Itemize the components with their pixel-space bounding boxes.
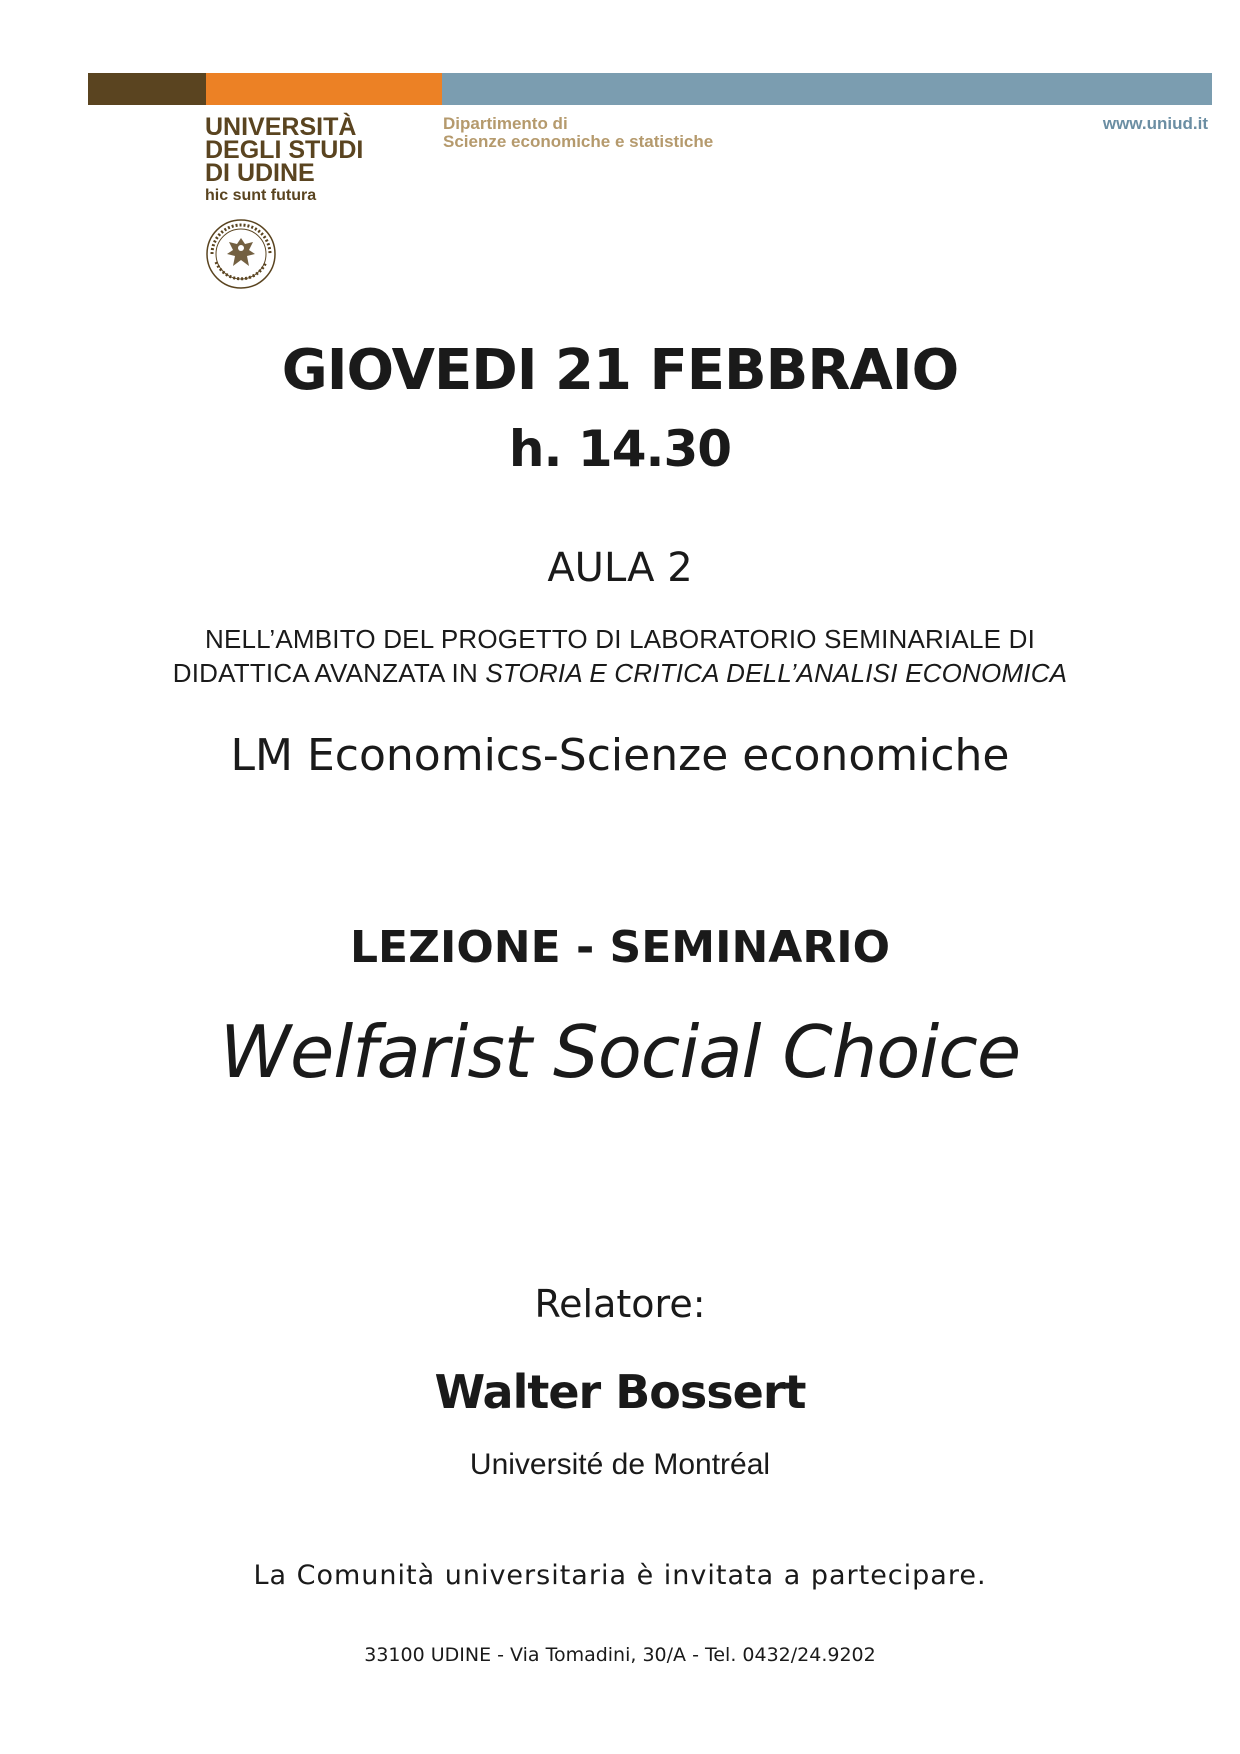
- department-line-2: Scienze economiche e statistiche: [443, 132, 714, 151]
- footer-address: 33100 UDINE - Via Tomadini, 30/A - Tel. 0432/24.9202: [364, 1644, 876, 1666]
- seminar-title: Welfarist Social Choice: [219, 1010, 1021, 1094]
- invitation-text: La Comunità universitaria è invitata a partecipare.: [253, 1560, 987, 1591]
- band-brown: [88, 73, 206, 105]
- event-time: h. 14.30: [508, 420, 732, 478]
- university-motto: hic sunt futura: [205, 187, 317, 204]
- project-line-2-prefix: DIDATTICA AVANZATA IN: [172, 658, 486, 688]
- project-line-1: NELL’AMBITO DEL PROGETTO DI LABORATORIO SEMINARIALE DI: [204, 624, 1035, 654]
- band-steel: [442, 73, 1212, 105]
- header-color-band: [88, 73, 1212, 105]
- university-seal-icon: [205, 218, 277, 290]
- event-kind: LEZIONE - SEMINARIO: [350, 922, 890, 973]
- speaker-affiliation: Université de Montréal: [469, 1448, 771, 1481]
- department-line-1: Dipartimento di: [443, 114, 568, 133]
- degree-programme: LM Economics-Scienze economiche: [230, 730, 1010, 781]
- university-line-3: DI UDINE: [205, 159, 315, 187]
- speaker-name: Walter Bossert: [434, 1365, 806, 1419]
- project-line-2: [0, 656, 1240, 690]
- website-link[interactable]: www.uniud.it: [1102, 114, 1208, 133]
- university-line-1: UNIVERSITÀ: [205, 113, 357, 141]
- university-line-2: DEGLI STUDI: [205, 136, 364, 164]
- department-name: [443, 115, 713, 151]
- project-description: [0, 622, 1240, 690]
- event-room: AULA 2: [547, 545, 693, 591]
- band-orange: [206, 73, 442, 105]
- university-name: [205, 113, 364, 187]
- speaker-label: Relatore:: [534, 1282, 706, 1326]
- project-line-2-italic: STORIA E CRITICA DELL’ANALISI ECONOMICA: [485, 658, 1068, 688]
- event-date: GIOVEDI 21 FEBBRAIO: [281, 338, 959, 403]
